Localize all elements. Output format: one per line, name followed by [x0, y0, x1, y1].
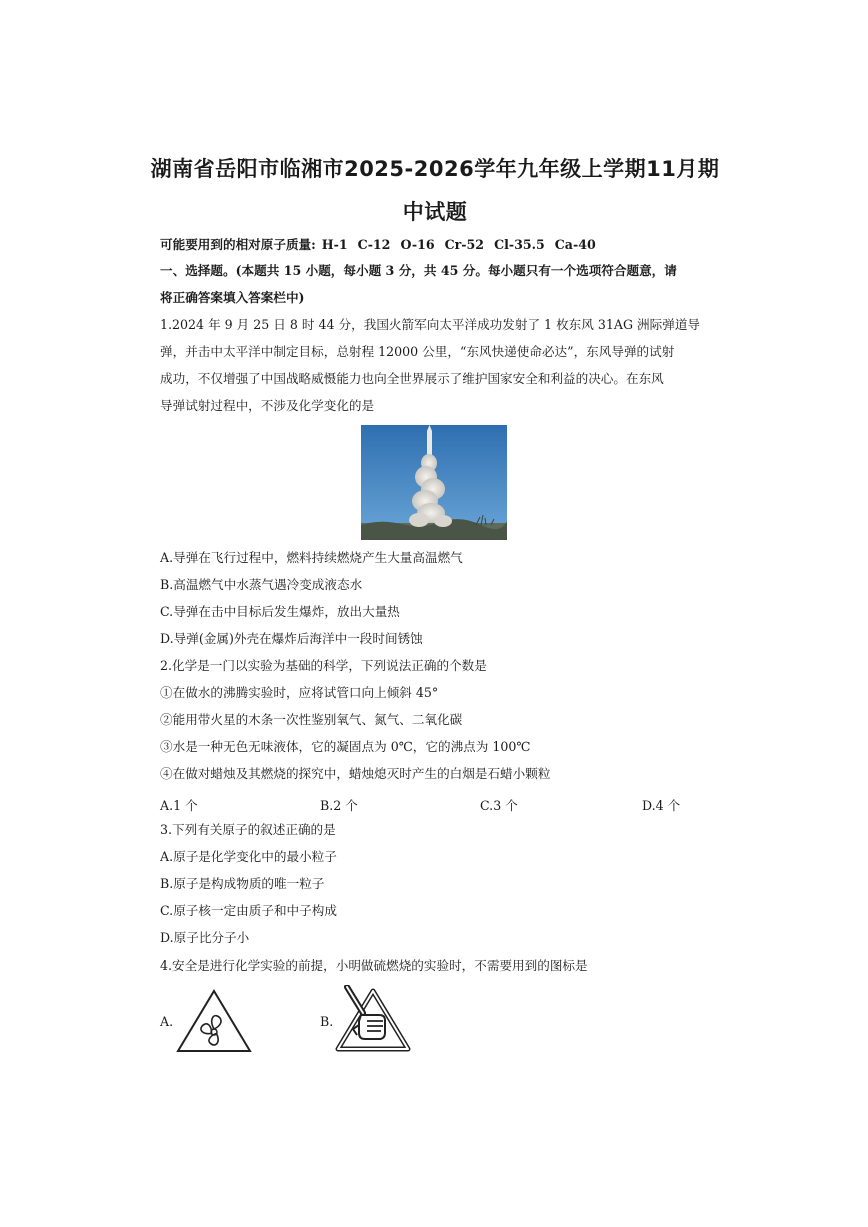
q1-option-a: A.导弹在飞行过程中，燃料持续燃烧产生大量高温燃气 — [160, 550, 463, 565]
q3-option-b: B.原子是构成物质的唯一粒子 — [160, 876, 325, 891]
q1-stem-line: 弹，并击中太平洋中制定目标，总射程 12000 公里，“东风快递使命必达”，东风导弹的试射 — [160, 344, 675, 359]
q1-stem-line: 成功，不仅增强了中国战略威慑能力也向全世界展示了维护国家安全和利益的决心。在东风 — [160, 371, 664, 386]
q2-option-d: D.4 个 — [642, 798, 681, 813]
q1-stem-line: 1.2024 年 9 月 25 日 8 时 44 分，我国火箭军向太平洋成功发射了 1 枚东风 31AG 洲际弹道导 — [160, 317, 701, 332]
q3-stem: 3.下列有关原子的叙述正确的是 — [160, 822, 336, 837]
atomic-mass-item: H-1 — [321, 237, 348, 252]
q3-option-c: C.原子核一定由质子和中子构成 — [160, 903, 337, 918]
page-title-line1: 湖南省岳阳市临湘市2025-2026学年九年级上学期11月期 — [150, 157, 720, 181]
hot-hand-warning-icon — [333, 985, 413, 1055]
q2-option-a: A.1 个 — [160, 798, 198, 813]
atomic-masses-label: 可能要用到的相对原子质量: — [160, 237, 316, 252]
q2-options — [160, 795, 720, 811]
missile-launch-photo — [361, 425, 507, 540]
section-heading-line1: 一、选择题。(本题共 15 小题，每小题 3 分，共 45 分。每小题只有一个选项符合题意，请 — [160, 263, 677, 278]
atomic-mass-item: O-16 — [400, 237, 435, 252]
page-title-line2: 中试题 — [402, 200, 468, 224]
section-heading-line2: 将正确答案填入答案栏中) — [160, 290, 305, 305]
q3-option-d: D.原子比分子小 — [160, 930, 250, 945]
q1-stem-line: 导弹试射过程中，不涉及化学变化的是 — [160, 398, 375, 413]
q1-option-d: D.导弹(金属)外壳在爆炸后海洋中一段时间锈蚀 — [160, 631, 423, 646]
atomic-mass-item: C-12 — [357, 237, 391, 252]
q2-option-c: C.3 个 — [480, 798, 518, 813]
q2-statement: ③水是一种无色无味液体，它的凝固点为 0℃，它的沸点为 100℃ — [160, 739, 531, 754]
atomic-mass-item: Ca-40 — [554, 237, 596, 252]
q2-statement: ②能用带火星的木条一次性鉴别氧气、氮气、二氧化碳 — [160, 712, 463, 727]
q2-statement: ④在做对蜡烛及其燃烧的探究中，蜡烛熄灭时产生的白烟是石蜡小颗粒 — [160, 766, 551, 781]
q2-stem: 2.化学是一门以实验为基础的科学，下列说法正确的个数是 — [160, 658, 487, 673]
q4-stem: 4.安全是进行化学实验的前提，小明做硫燃烧的实验时，不需要用到的图标是 — [160, 958, 588, 973]
q4-option-b-label: B. — [320, 1014, 334, 1029]
atomic-mass-item: Cr-52 — [444, 237, 485, 252]
q2-statement: ①在做水的沸腾实验时，应将试管口向上倾斜 45° — [160, 685, 439, 700]
q3-option-a: A.原子是化学变化中的最小粒子 — [160, 849, 337, 864]
atomic-masses — [160, 237, 606, 253]
atomic-mass-item: Cl-35.5 — [494, 237, 545, 252]
q1-option-c: C.导弹在击中目标后发生爆炸，放出大量热 — [160, 604, 400, 619]
q4-option-a-label: A. — [160, 1014, 174, 1029]
ventilation-fan-icon — [175, 988, 253, 1054]
q2-option-b: B.2 个 — [320, 798, 358, 813]
q1-option-b: B.高温燃气中水蒸气遇冷变成液态水 — [160, 577, 363, 592]
